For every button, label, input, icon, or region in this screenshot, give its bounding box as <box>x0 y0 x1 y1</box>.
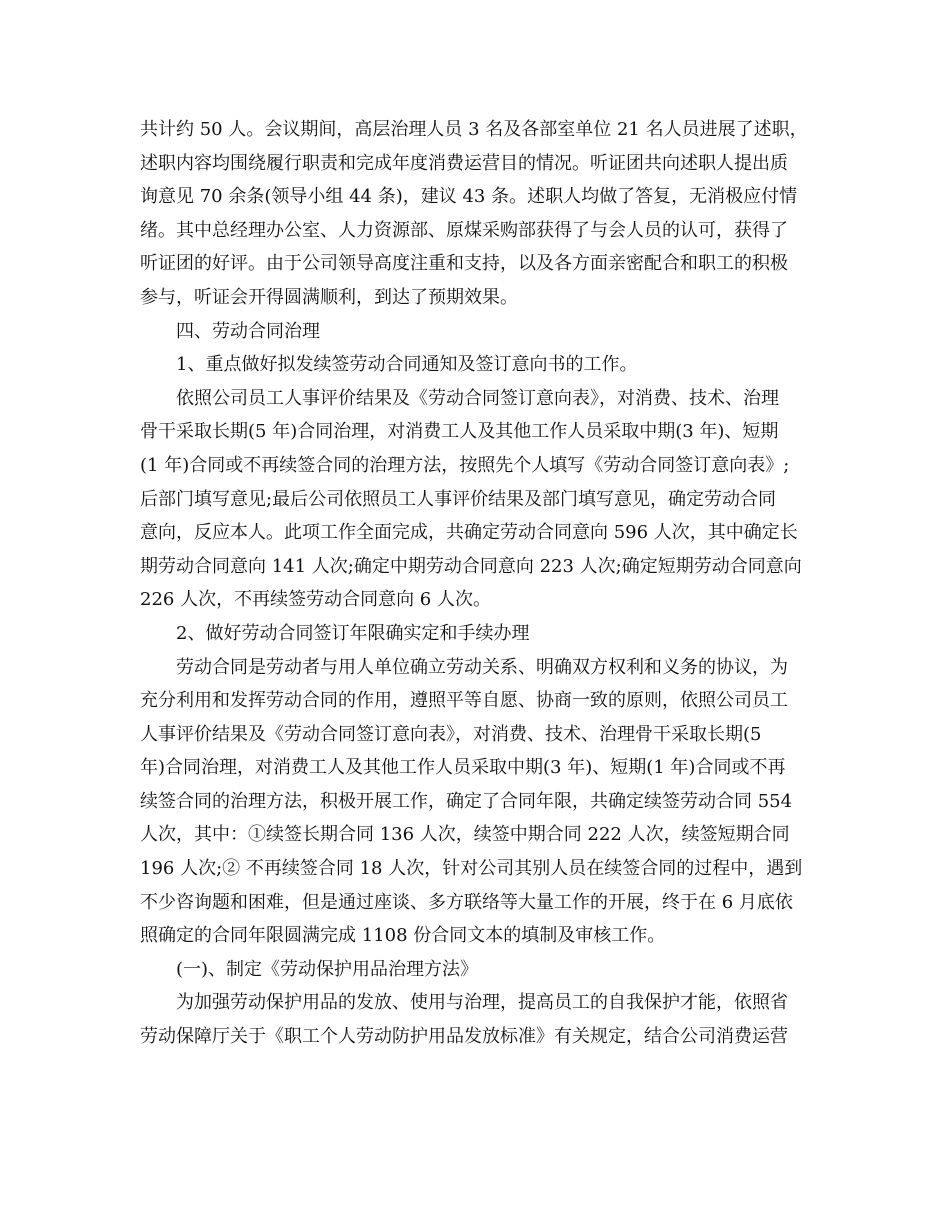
text-line: 充分利用和发挥劳动合同的作用，遵照平等自愿、协商一致的原则，依照公司员工 <box>140 690 788 712</box>
text-line: 共计约 50 人。会议期间，高层治理人员 3 名及各部室单位 21 名人员进展了述职， <box>140 119 808 140</box>
text-line: 参与，听证会开得圆满顺利，到达了预期效果。 <box>140 286 518 308</box>
paragraph-start: 劳动合同是劳动者与用人单位确立劳动关系、明确双方权利和义务的协议，为 <box>176 656 788 678</box>
text-line: 述职内容均围绕履行职责和完成年度消费运营目的情况。听证团共向述职人提出质 <box>140 152 788 174</box>
text-line: 人次，其中：①续签长期合同 136 人次，续签中期合同 222 人次，续签短期合同 <box>140 824 790 846</box>
paragraph-start: 依照公司员工人事评价结果及《劳动合同签订意向表》，对消费、技术、治理 <box>176 387 779 409</box>
subsection-heading: 2、做好劳动合同签订年限确实定和手续办理 <box>176 622 530 644</box>
text-line: 绪。其中总经理办公室、人力资源部、原煤采购部获得了与会人员的认可，获得了 <box>140 219 788 241</box>
text-line: 意向，反应本人。此项工作全面完成，共确定劳动合同意向 596 人次，其中确定长 <box>140 522 798 544</box>
text-line: 劳动保障厅关于《职工个人劳动防护用品发放标准》有关规定，结合公司消费运营 <box>140 1026 788 1048</box>
text-line: 续签合同的治理方法，积极开展工作，确定了合同年限，共确定续签劳动合同 554 <box>140 790 793 812</box>
text-line: 196 人次;② 不再续签合同 18 人次，针对公司其别人员在续签合同的过程中，遇到 <box>140 858 803 880</box>
text-line: 询意见 70 余条(领导小组 44 条)，建议 43 条。述职人均做了答复，无消极应付情 <box>140 186 798 208</box>
text-line: 听证团的好评。由于公司领导高度注重和支持，以及各方面亲密配合和职工的积极 <box>140 253 788 275</box>
text-line: 年)合同治理，对消费工人及其他工作人员采取中期(3 年)、短期(1 年)合同或不再 <box>140 757 786 779</box>
paragraph-start: 为加强劳动保护用品的发放、使用与治理，提高员工的自我保护才能，依照省 <box>176 992 788 1014</box>
text-line: 骨干采取长期(5 年)合同治理，对消费工人及其他工作人员采取中期(3 年)、短期 <box>140 421 779 443</box>
text-line: 期劳动合同意向 141 人次;确定中期劳动合同意向 223 人次;确定短期劳动合同意向 <box>140 555 802 577</box>
text-line: 后部门填写意见;最后公司依照员工人事评价结果及部门填写意见，确定劳动合同 <box>140 488 777 510</box>
subsection-heading: 1、重点做好拟发续签劳动合同通知及签订意向书的工作。 <box>176 354 638 376</box>
subsection-heading: (一)、制定《劳动保护用品治理方法》 <box>176 958 479 980</box>
text-line: (1 年)合同或不再续签合同的治理方法，按照先个人填写《劳动合同签订意向表》; <box>140 454 790 476</box>
text-line: 人事评价结果及《劳动合同签订意向表》，对消费、技术、治理骨干采取长期(5 <box>140 723 762 745</box>
text-line: 不少咨询题和困难，但是通过座谈、多方联络等大量工作的开展，终于在 6 月底依 <box>140 891 793 913</box>
section-heading: 四、劳动合同治理 <box>176 320 320 342</box>
document-body <box>140 113 820 1054</box>
text-line: 照确定的合同年限圆满完成 1108 份合同文本的填制及审核工作。 <box>140 925 666 947</box>
text-line: 226 人次，不再续签劳动合同意向 6 人次。 <box>140 589 491 611</box>
